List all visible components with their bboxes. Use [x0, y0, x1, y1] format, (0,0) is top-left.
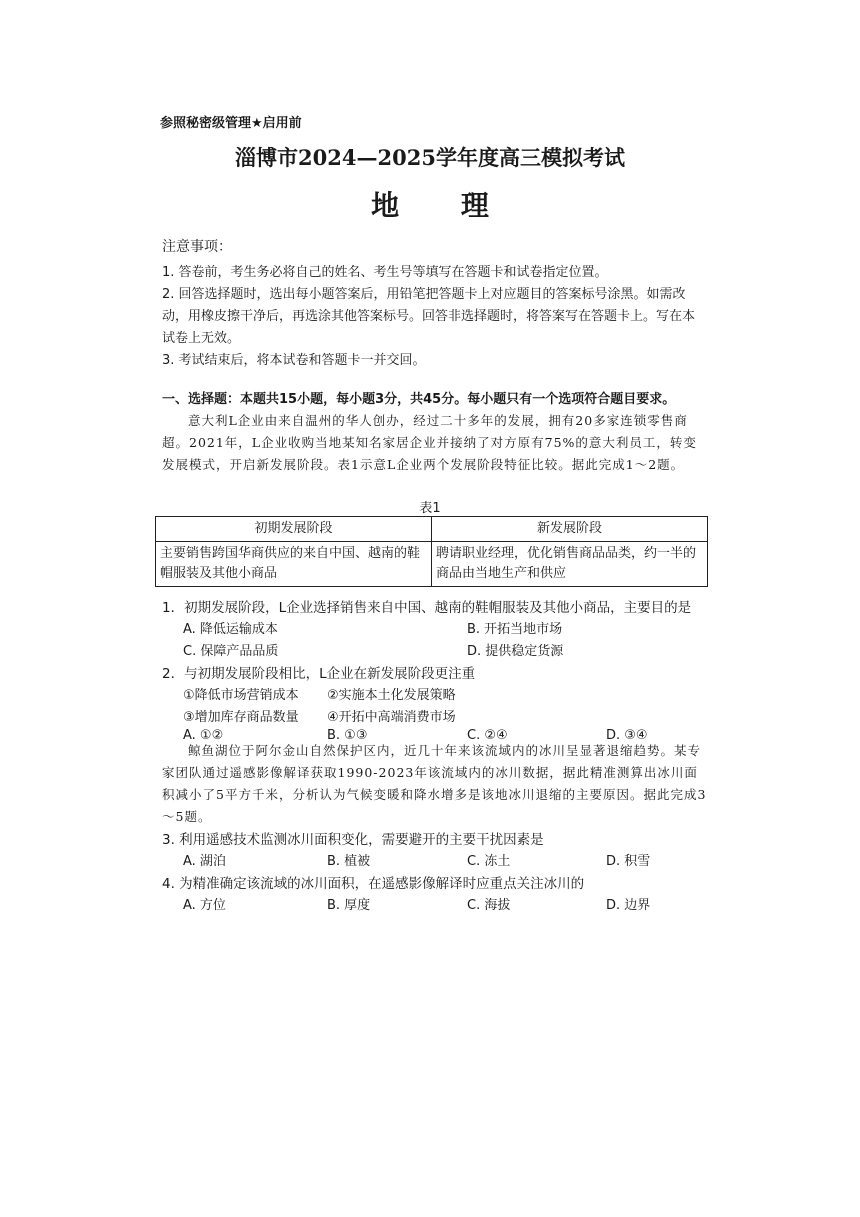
question-2-option-b: B. ①③ [327, 728, 368, 743]
table-caption: 表1 [419, 501, 441, 516]
question-1-option-b: B. 开拓当地市场 [467, 622, 563, 637]
question-1-stem: 1．初期发展阶段，L企业选择销售来自中国、越南的鞋帽服装及其他小商品，主要目的是 [162, 600, 692, 616]
question-3-option-d: D. 积雪 [606, 854, 651, 869]
table-cell-new: 聘请职业经理，优化销售商品品类，约一半的商品由当地生产和供应 [432, 542, 708, 587]
table-header-row [156, 517, 708, 542]
table-row [156, 542, 708, 587]
passage-2: 鲸鱼湖位于阿尔金山自然保护区内，近几十年来该流域内的冰川呈显著退缩趋势。某专家团队通过遥感影像解译获取1990-2023年该流域内的冰川数据，据此精准测算出冰川面积减小了5平方千米，分析认为气候变暖和降水增多是该地冰川退缩的主要原因。据此完成3～5题。 [162, 743, 707, 824]
question-1-option-d: D. 提供稳定货源 [467, 644, 564, 659]
passage-1: 意大利L企业由来自温州的华人创办，经过二十多年的发展，拥有20多家连锁零售商超。2021年，L企业收购当地某知名家居企业并接纳了对方原有75%的意大利员工，转变发展模式，开启新发展阶段。表1示意L企业两个发展阶段特征比较。据此完成1～2题。 [162, 413, 697, 472]
exam-title: 淄博市2024—2025学年度高三模拟考试 [235, 145, 625, 170]
notice-item-2: 2. 回答选择题时，选出每小题答案后，用铅笔把答题卡上对应题目的答案标号涂黑。如需改动，用橡皮擦干净后，再选涂其他答案标号。回答非选择题时，将答案写在答题卡上。写在本试卷上无效。 [162, 287, 696, 346]
question-2-statement-1: ①降低市场营销成本 [183, 688, 299, 703]
question-3-option-b: B. 植被 [327, 854, 371, 869]
question-3-stem: 3. 利用遥感技术监测冰川面积变化，需要避开的主要干扰因素是 [162, 832, 544, 848]
table-cell-initial: 主要销售跨国华商供应的来自中国、越南的鞋帽服装及其他小商品 [156, 542, 432, 587]
question-2-option-a: A. ①② [183, 728, 224, 743]
question-4-option-a: A. 方位 [183, 898, 226, 913]
question-4-option-c: C. 海拔 [467, 898, 511, 913]
comparison-table [155, 516, 708, 587]
question-4-stem: 4. 为精准确定该流域的冰川面积，在遥感影像解译时应重点关注冰川的 [162, 876, 585, 892]
question-3-option-c: C. 冻土 [467, 854, 511, 869]
question-2-statement-3: ③增加库存商品数量 [183, 710, 299, 725]
question-2-stem: 2．与初期发展阶段相比，L企业在新发展阶段更注重 [162, 666, 476, 682]
question-2-statement-2: ②实施本土化发展策略 [327, 688, 456, 703]
notice-item-3: 3. 考试结束后，将本试卷和答题卡一并交回。 [162, 353, 426, 368]
question-2-option-d: D. ③④ [606, 728, 648, 743]
question-4-option-b: B. 厚度 [327, 898, 371, 913]
question-1-option-c: C. 保障产品品质 [183, 644, 279, 659]
question-1-option-a: A. 降低运输成本 [183, 622, 278, 637]
notice-heading: 注意事项： [162, 239, 232, 255]
notice-item-1: 1. 答卷前，考生务必将自己的姓名、考生号等填写在答题卡和试卷指定位置。 [162, 265, 608, 280]
table-header-new: 新发展阶段 [432, 517, 708, 542]
table-header-initial: 初期发展阶段 [156, 517, 432, 542]
question-4-option-d: D. 边界 [606, 898, 651, 913]
question-2-statement-4: ④开拓中高端消费市场 [327, 710, 456, 725]
question-3-option-a: A. 湖泊 [183, 854, 226, 869]
section-heading: 一、选择题：本题共15小题，每小题3分，共45分。每小题只有一个选项符合题目要求。 [162, 392, 676, 407]
secret-level-label: 参照秘密级管理★启用前 [160, 116, 302, 131]
question-2-option-c: C. ②④ [467, 728, 508, 743]
subject-title: 地 理 [371, 189, 515, 222]
